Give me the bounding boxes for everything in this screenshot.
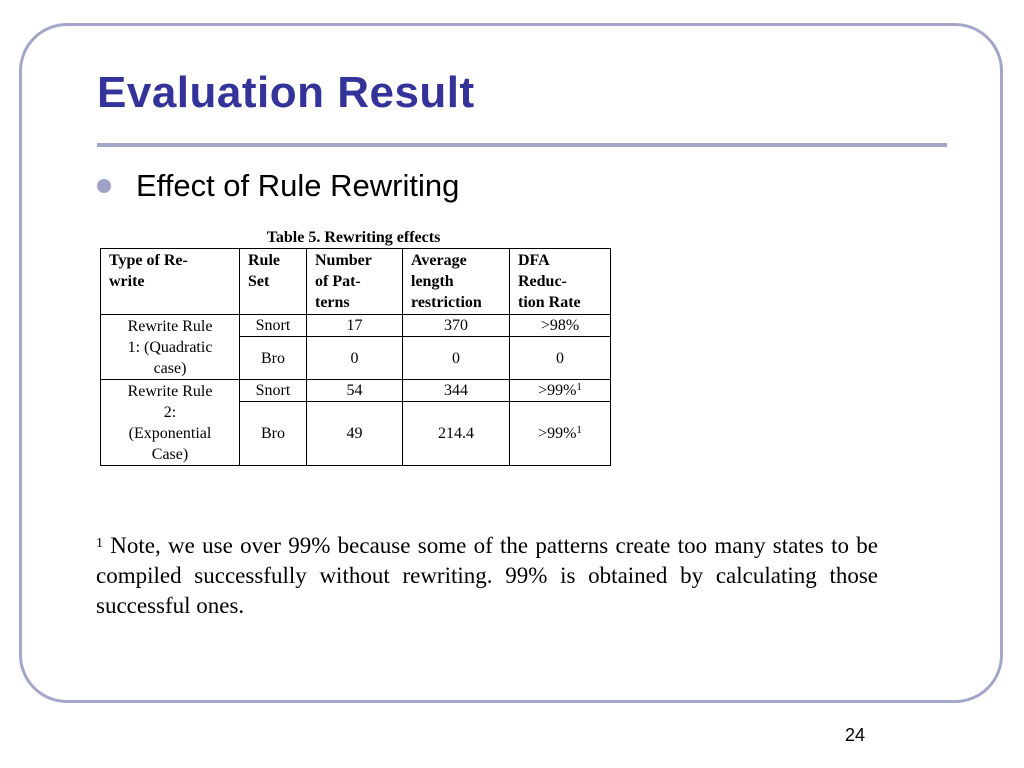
footnote-marker: 1 <box>576 424 582 436</box>
rewrite-type-cell <box>101 380 240 466</box>
type-line: Rewrite Rule <box>127 318 213 335</box>
type-line: 1: (Quadratic <box>127 339 213 356</box>
reduction-cell <box>510 380 611 402</box>
header-line: terns <box>315 294 350 311</box>
type-line: Rewrite Rule <box>127 383 213 400</box>
table-row <box>101 315 611 337</box>
header-line: tion Rate <box>518 294 581 311</box>
header-line: Rule <box>248 252 280 269</box>
footnote-marker: 1 <box>96 536 103 551</box>
patterns-cell: 17 <box>307 315 403 337</box>
table-caption: Table 5. Rewriting effects <box>266 229 441 246</box>
rewriting-effects-table <box>100 248 611 466</box>
header-line: DFA <box>518 252 550 269</box>
header-number-of-patterns <box>307 249 403 315</box>
header-type-of-rewrite <box>101 249 240 315</box>
header-line: Average <box>411 252 467 269</box>
bullet-icon <box>97 179 111 193</box>
reduction-cell <box>510 402 611 466</box>
avg-length-cell: 344 <box>403 380 510 402</box>
header-line: write <box>109 273 145 290</box>
patterns-cell: 54 <box>307 380 403 402</box>
type-line: (Exponential <box>128 425 212 442</box>
header-line: length <box>411 273 454 290</box>
type-line: Case) <box>151 446 189 463</box>
rewrite-type-cell <box>101 315 240 380</box>
bullet-item <box>97 168 459 204</box>
type-line: case) <box>153 360 187 377</box>
header-line: Reduc- <box>518 273 567 290</box>
footnote-marker: 1 <box>576 381 582 393</box>
header-line: restriction <box>411 294 482 311</box>
type-line: 2: <box>163 404 177 421</box>
rule-set-cell: Bro <box>240 402 307 466</box>
header-line: of Pat- <box>315 273 361 290</box>
footnote-paragraph <box>96 531 878 621</box>
table-header-row <box>101 249 611 315</box>
table-row <box>101 380 611 402</box>
rule-set-cell: Bro <box>240 337 307 380</box>
title-divider <box>97 143 947 147</box>
reduction-value: >99% <box>538 382 577 399</box>
patterns-cell: 49 <box>307 402 403 466</box>
rule-set-cell: Snort <box>240 315 307 337</box>
header-line: Number <box>315 252 372 269</box>
slide-title: Evaluation Result <box>97 68 475 117</box>
header-average-length <box>403 249 510 315</box>
header-line: Set <box>248 273 270 290</box>
header-line: Type of Re- <box>109 252 188 269</box>
avg-length-cell: 214.4 <box>403 402 510 466</box>
patterns-cell: 0 <box>307 337 403 380</box>
header-rule-set <box>240 249 307 315</box>
header-dfa-reduction <box>510 249 611 315</box>
page-number: 24 <box>845 725 866 745</box>
rule-set-cell: Snort <box>240 380 307 402</box>
bullet-text: Effect of Rule Rewriting <box>136 168 460 203</box>
reduction-value: >99% <box>538 425 577 442</box>
avg-length-cell: 0 <box>403 337 510 380</box>
reduction-cell: >98% <box>510 315 611 337</box>
reduction-cell: 0 <box>510 337 611 380</box>
footnote-text: Note, we use over 99% because some of the patterns create too many states to be compiled successfully without rewriting. 99% is obtained by calculating those successful ones. <box>96 533 879 618</box>
avg-length-cell: 370 <box>403 315 510 337</box>
